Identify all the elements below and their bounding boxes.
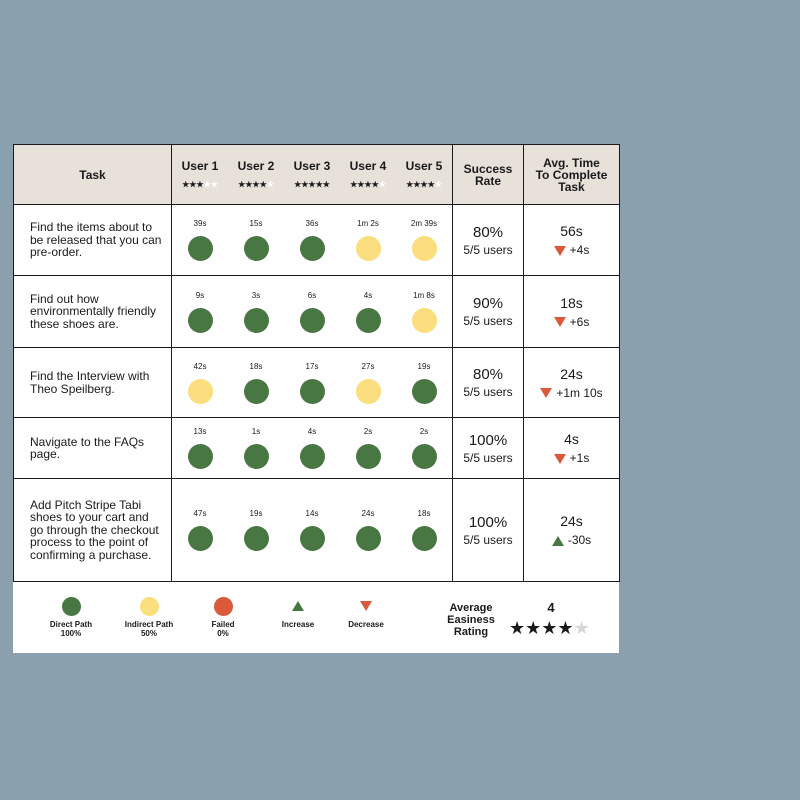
user-time: 15s xyxy=(249,219,263,228)
direct-path-dot-icon xyxy=(244,236,269,261)
legend-failed-pct: 0% xyxy=(217,629,229,638)
delta-value: -30s xyxy=(567,533,592,547)
increase-triangle-icon xyxy=(292,601,304,611)
legend-failed xyxy=(183,596,263,638)
user-time: 4s xyxy=(307,427,317,436)
users-column-header xyxy=(172,145,453,205)
user-rating-star-filled-icon: ★ xyxy=(294,179,302,189)
path-cell xyxy=(228,308,284,333)
success-rate: 80% xyxy=(472,366,504,383)
path-cell xyxy=(284,444,340,469)
decrease-triangle-icon xyxy=(360,601,372,611)
success-users: 5/5 users xyxy=(463,385,513,399)
task-description: Navigate to the FAQs page. xyxy=(14,418,172,479)
user-rating-star-filled-icon: ★ xyxy=(301,179,309,189)
direct-path-dot-icon xyxy=(244,379,269,404)
path-cell xyxy=(172,444,228,469)
decrease-triangle-icon xyxy=(540,388,552,398)
delta-value: +1s xyxy=(569,451,590,465)
average-easiness-star-filled-icon: ★ xyxy=(557,618,574,638)
usability-report xyxy=(13,144,619,653)
task-description: Add Pitch Stripe Tabi shoes to your cart and go through the checkout process to the point of confirming a purchase. xyxy=(14,479,172,582)
user-time: 42s xyxy=(193,361,207,371)
user-time: 1s xyxy=(251,427,261,436)
user-header-5 xyxy=(396,158,452,189)
legend-failed-label: Failed xyxy=(211,620,235,629)
user-rating-star-filled-icon: ★ xyxy=(350,179,358,189)
direct-path-dot-icon xyxy=(300,236,325,261)
user-results xyxy=(172,205,453,276)
user-header-3 xyxy=(284,158,340,189)
user-time: 19s xyxy=(249,509,263,518)
direct-path-dot-icon xyxy=(188,308,213,333)
task-column-header: Task xyxy=(14,145,172,205)
path-cell xyxy=(396,444,452,469)
task-rows xyxy=(14,205,620,582)
time-row xyxy=(172,427,452,436)
direct-path-dot-icon xyxy=(244,526,269,551)
user-rating-star-filled-icon: ★ xyxy=(371,179,379,189)
delta-value: +6s xyxy=(569,314,590,329)
decrease-triangle-icon xyxy=(554,317,566,327)
success-users: 5/5 users xyxy=(463,242,513,257)
user-rating-stars xyxy=(172,180,228,189)
user-results xyxy=(172,348,453,418)
user-time: 2s xyxy=(363,427,373,436)
direct-path-dot-icon xyxy=(244,444,269,469)
path-cell xyxy=(340,236,396,261)
success-rate-cell xyxy=(453,479,524,582)
user-rating-star-filled-icon: ★ xyxy=(182,179,190,189)
path-cell xyxy=(396,379,452,404)
path-cell xyxy=(284,526,340,551)
user-rating-star-filled-icon: ★ xyxy=(315,179,323,189)
decrease-triangle-icon xyxy=(554,454,566,464)
avg-time-delta xyxy=(524,533,619,547)
success-header-line2: Rate xyxy=(474,173,501,188)
avg-time-delta xyxy=(524,451,619,465)
direct-path-dot-icon xyxy=(356,444,381,469)
path-cell xyxy=(340,379,396,404)
success-rate-cell xyxy=(453,418,524,479)
avg-time: 24s xyxy=(560,365,583,382)
user-name: User 2 xyxy=(237,158,275,173)
path-cell xyxy=(228,379,284,404)
time-row xyxy=(172,291,452,300)
task-description: Find out how environmentally friendly these shoes are. xyxy=(14,276,172,348)
user-rating-star-filled-icon: ★ xyxy=(406,179,414,189)
avg-time-delta xyxy=(524,243,619,257)
average-easiness-stars xyxy=(509,618,590,639)
user-time: 1m 8s xyxy=(413,290,435,300)
avg-time-cell xyxy=(524,276,620,348)
legend-indirect-label: Indirect Path xyxy=(124,620,174,629)
legend-increase-label: Increase xyxy=(281,620,315,629)
path-cell xyxy=(172,308,228,333)
path-cell xyxy=(396,308,452,333)
user-name: User 5 xyxy=(405,158,443,173)
task-row xyxy=(14,479,620,582)
user-time: 6s xyxy=(307,290,317,300)
path-cell xyxy=(396,236,452,261)
task-row xyxy=(14,276,620,348)
success-rate-cell xyxy=(453,276,524,348)
avg-label-line3: Rating xyxy=(453,626,489,638)
user-name: User 4 xyxy=(349,158,387,173)
path-row xyxy=(172,308,452,333)
direct-path-dot-icon xyxy=(356,526,381,551)
user-rating-star-filled-icon: ★ xyxy=(252,179,260,189)
user-rating-star-empty-icon: ★ xyxy=(378,179,386,189)
user-rating-stars xyxy=(340,180,396,189)
user-header-2 xyxy=(228,158,284,189)
user-results xyxy=(172,418,453,479)
avg-time: 56s xyxy=(560,223,583,239)
user-rating-star-filled-icon: ★ xyxy=(420,179,428,189)
user-time: 13s xyxy=(193,427,207,436)
user-rating-star-filled-icon: ★ xyxy=(196,179,204,189)
direct-path-dot-icon xyxy=(412,379,437,404)
direct-path-dot-icon xyxy=(188,526,213,551)
user-rating-stars xyxy=(396,180,452,189)
user-rating-star-filled-icon: ★ xyxy=(259,179,267,189)
user-time: 3s xyxy=(251,290,261,300)
path-cell xyxy=(228,444,284,469)
avg-time-cell xyxy=(524,479,620,582)
avg-time: 4s xyxy=(564,431,579,447)
indirect-path-dot-icon xyxy=(356,236,381,261)
header-row xyxy=(14,145,620,205)
path-cell xyxy=(284,308,340,333)
average-easiness-star-empty-icon: ★ xyxy=(573,618,590,638)
path-cell xyxy=(284,379,340,404)
user-rating-star-filled-icon: ★ xyxy=(238,179,246,189)
avg-time-cell xyxy=(524,348,620,418)
time-row xyxy=(172,219,452,228)
success-rate: 100% xyxy=(468,513,508,531)
task-row xyxy=(14,348,620,418)
avg-time-delta xyxy=(524,386,619,400)
task-description: Find the items about to be released that you can pre-order. xyxy=(14,205,172,276)
user-time: 2m 39s xyxy=(410,219,438,228)
user-rating-stars xyxy=(228,180,284,189)
avg-header-line3: Task xyxy=(558,179,585,194)
success-rate-cell xyxy=(453,205,524,276)
path-cell xyxy=(172,379,228,404)
path-row xyxy=(172,236,452,261)
user-time: 36s xyxy=(305,219,319,228)
legend-direct-label: Direct Path xyxy=(49,620,93,629)
user-rating-star-empty-icon: ★ xyxy=(203,179,211,189)
user-rating-star-empty-icon: ★ xyxy=(434,179,442,189)
path-cell xyxy=(340,308,396,333)
legend-decrease-label: Decrease xyxy=(348,620,384,629)
avg-time-cell xyxy=(524,418,620,479)
user-header-4 xyxy=(340,158,396,189)
time-row xyxy=(172,362,452,371)
average-easiness-star-filled-icon: ★ xyxy=(509,618,526,638)
user-time: 19s xyxy=(417,361,431,371)
user-time: 4s xyxy=(363,290,373,300)
average-easiness-value: 4 xyxy=(547,600,555,615)
success-users: 5/5 users xyxy=(463,532,513,547)
avg-time-cell xyxy=(524,205,620,276)
indirect-path-dot-icon xyxy=(412,308,437,333)
user-rating-star-filled-icon: ★ xyxy=(308,179,316,189)
indirect-path-dot-icon xyxy=(188,379,213,404)
user-rating-star-filled-icon: ★ xyxy=(364,179,372,189)
decrease-triangle-icon xyxy=(554,246,566,256)
path-row xyxy=(172,526,452,551)
success-rate: 90% xyxy=(472,295,504,312)
success-rate: 80% xyxy=(472,223,504,241)
avg-header-line2: To Complete xyxy=(535,167,608,182)
user-time: 24s xyxy=(361,509,375,518)
success-header-line1: Success xyxy=(463,161,513,176)
user-time: 9s xyxy=(195,290,205,300)
path-row xyxy=(172,379,452,404)
user-time: 14s xyxy=(305,509,319,518)
avg-label-line1: Average xyxy=(449,602,493,614)
user-rating-star-filled-icon: ★ xyxy=(427,179,435,189)
direct-path-dot-icon xyxy=(244,308,269,333)
path-cell xyxy=(340,444,396,469)
legend-indirect-pct: 50% xyxy=(140,629,157,638)
average-easiness-label xyxy=(443,602,499,638)
avg-time-header xyxy=(524,145,620,205)
user-time: 47s xyxy=(193,509,207,518)
user-rating-star-filled-icon: ★ xyxy=(189,179,197,189)
legend-decrease xyxy=(326,596,406,629)
results-table xyxy=(13,144,620,582)
legend-direct xyxy=(31,596,111,638)
indirect-path-dot-icon xyxy=(140,597,159,616)
user-header-grid xyxy=(172,158,452,189)
delta-value: +4s xyxy=(569,243,590,257)
direct-path-dot-icon xyxy=(188,444,213,469)
delta-value: +1m 10s xyxy=(556,385,603,400)
path-cell xyxy=(284,236,340,261)
user-name: User 1 xyxy=(181,158,219,173)
avg-label-line2: Easiness xyxy=(447,614,495,626)
path-cell xyxy=(340,526,396,551)
user-time: 1m 2s xyxy=(357,219,379,228)
user-time: 18s xyxy=(249,361,263,371)
user-rating-star-filled-icon: ★ xyxy=(245,179,253,189)
avg-time: 18s xyxy=(560,294,583,311)
indirect-path-dot-icon xyxy=(412,236,437,261)
user-rating-star-filled-icon: ★ xyxy=(322,179,330,189)
user-time: 39s xyxy=(193,219,207,228)
path-row xyxy=(172,444,452,469)
path-cell xyxy=(172,236,228,261)
time-row xyxy=(172,509,452,518)
average-easiness-star-filled-icon: ★ xyxy=(525,618,542,638)
direct-path-dot-icon xyxy=(412,444,437,469)
user-rating-star-empty-icon: ★ xyxy=(266,179,274,189)
increase-triangle-icon xyxy=(552,536,564,546)
path-cell xyxy=(396,526,452,551)
user-time: 27s xyxy=(361,361,375,371)
indirect-path-dot-icon xyxy=(356,379,381,404)
success-rate: 100% xyxy=(468,431,508,449)
legend xyxy=(13,582,619,653)
user-results xyxy=(172,276,453,348)
user-rating-star-empty-icon: ★ xyxy=(210,179,218,189)
success-users: 5/5 users xyxy=(463,450,513,465)
direct-path-dot-icon xyxy=(300,444,325,469)
direct-path-dot-icon xyxy=(300,308,325,333)
average-easiness-star-filled-icon: ★ xyxy=(541,618,558,638)
avg-time-delta xyxy=(524,315,619,329)
direct-path-dot-icon xyxy=(300,526,325,551)
user-time: 17s xyxy=(305,361,319,371)
user-rating-star-filled-icon: ★ xyxy=(413,179,421,189)
user-time: 18s xyxy=(417,509,431,518)
path-cell xyxy=(172,526,228,551)
user-time: 2s xyxy=(419,427,429,436)
direct-path-dot-icon xyxy=(300,379,325,404)
user-rating-stars xyxy=(284,180,340,189)
task-description: Find the Interview with Theo Speilberg. xyxy=(14,348,172,418)
success-rate-header xyxy=(453,145,524,205)
direct-path-dot-icon xyxy=(62,597,81,616)
user-results xyxy=(172,479,453,582)
avg-time: 24s xyxy=(560,513,583,529)
avg-header-line1: Avg. Time xyxy=(543,155,600,170)
task-row xyxy=(14,418,620,479)
path-cell xyxy=(228,526,284,551)
failed-dot-icon xyxy=(214,597,233,616)
direct-path-dot-icon xyxy=(356,308,381,333)
path-cell xyxy=(228,236,284,261)
direct-path-dot-icon xyxy=(412,526,437,551)
user-header-1 xyxy=(172,158,228,189)
success-users: 5/5 users xyxy=(463,314,513,328)
legend-indirect xyxy=(109,596,189,638)
success-rate-cell xyxy=(453,348,524,418)
task-row xyxy=(14,205,620,276)
user-rating-star-filled-icon: ★ xyxy=(357,179,365,189)
direct-path-dot-icon xyxy=(188,236,213,261)
legend-direct-pct: 100% xyxy=(60,629,82,638)
user-name: User 3 xyxy=(293,158,331,173)
